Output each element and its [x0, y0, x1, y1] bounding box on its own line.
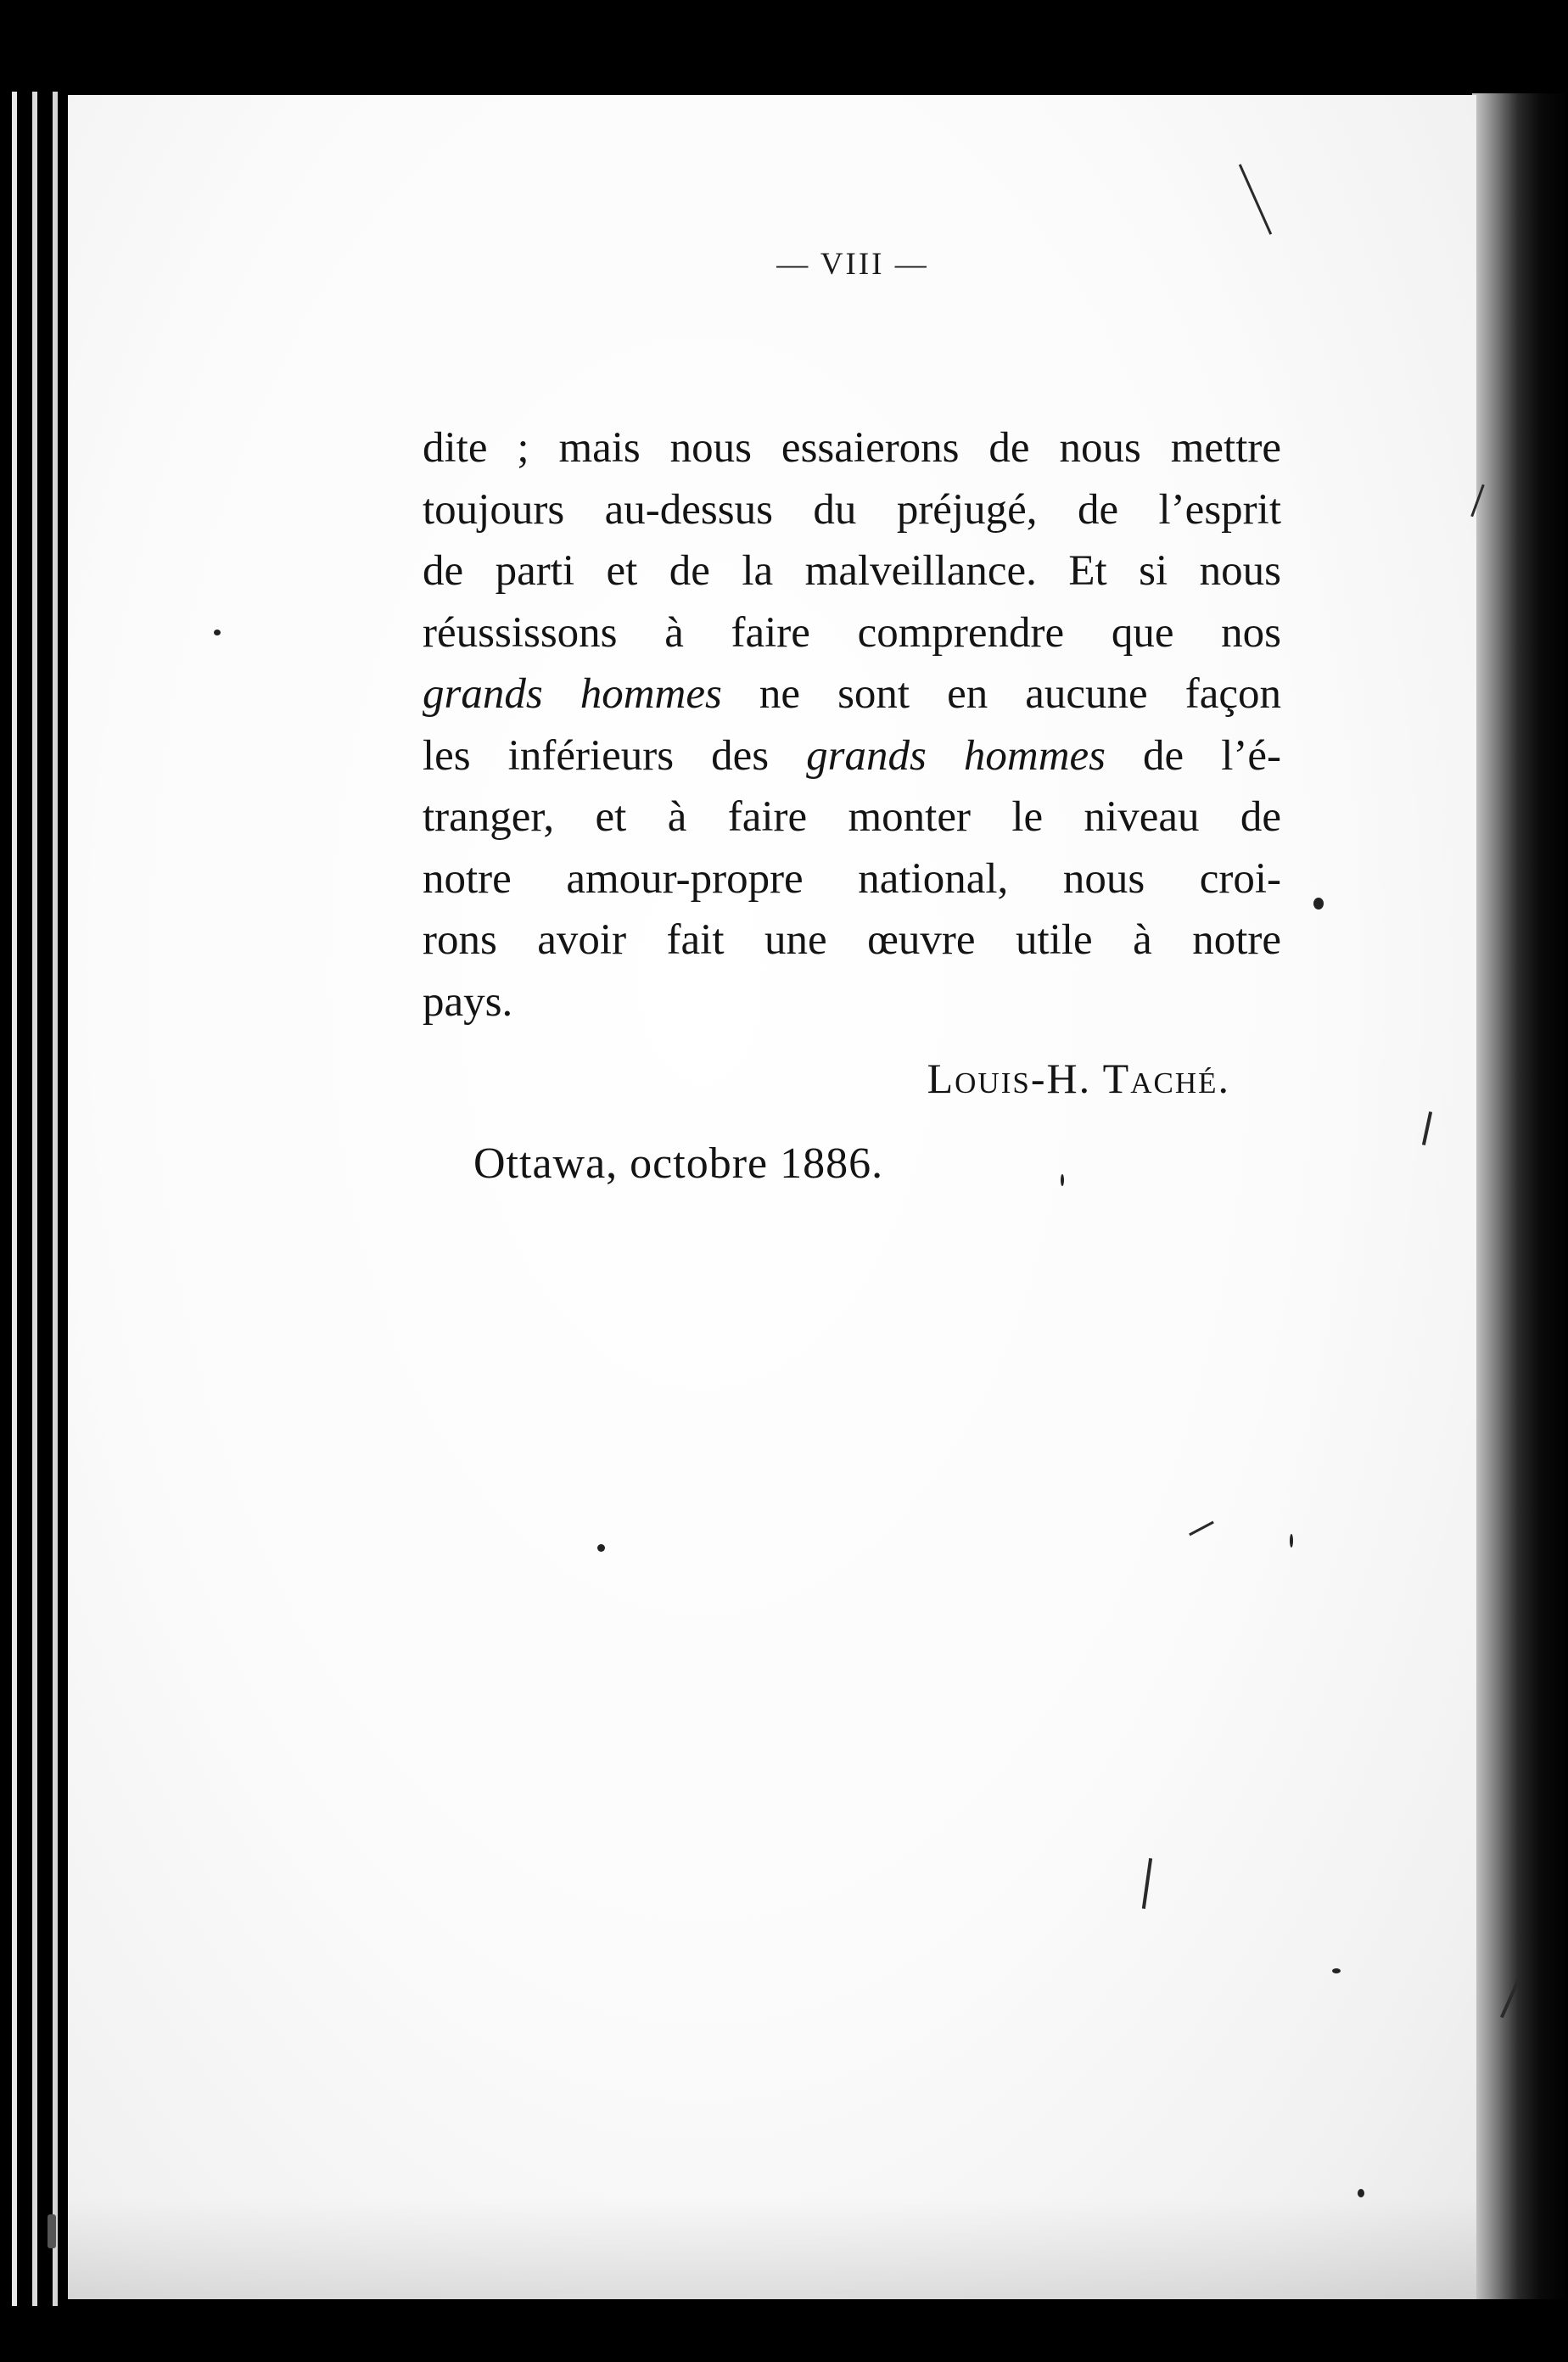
page-edge — [53, 92, 58, 2306]
text-line — [423, 910, 1281, 971]
page-edge — [32, 92, 37, 2306]
scan-speck — [1290, 1534, 1293, 1548]
text-segment: de parti et de la malveillance. Et si nous — [423, 547, 1281, 595]
book-gutter — [1472, 93, 1568, 2299]
text-segment: dite ; mais nous essaierons de nous mettre — [423, 424, 1281, 472]
author-signature: Louis-H. Taché. — [927, 1055, 1230, 1102]
text-segment: réussissons à faire comprendre que nos — [423, 608, 1281, 657]
text-segment: notre amour-propre national, nous croi- — [423, 854, 1281, 903]
text-line — [423, 602, 1281, 664]
text-line — [423, 663, 1281, 725]
scan-speck — [1061, 1174, 1064, 1186]
text-line — [423, 540, 1281, 602]
text-segment: rons avoir fait une œuvre utile à notre — [423, 916, 1281, 964]
scan-speck — [597, 1544, 605, 1552]
text-segment: les inférieurs des — [423, 731, 807, 780]
italic-text: grands hommes — [806, 731, 1106, 780]
text-line — [423, 479, 1281, 541]
text-line — [423, 786, 1281, 848]
text-segment: de l’é- — [1106, 731, 1281, 780]
place-and-date: Ottawa, octobre 1886. — [473, 1139, 884, 1188]
page-edge — [12, 92, 17, 2306]
text-line — [423, 971, 1281, 1033]
scan-speck — [214, 630, 221, 635]
text-segment: toujours au-dessus du préjugé, de l’esprit — [423, 485, 1281, 534]
scan-speck — [48, 2214, 56, 2248]
body-text — [423, 417, 1281, 1033]
scan-speck — [1358, 2189, 1364, 2197]
text-line — [423, 417, 1281, 479]
scan-speck — [1313, 898, 1324, 910]
text-line — [423, 725, 1281, 787]
page-number: — VIII — — [776, 247, 929, 282]
scan-speck — [1332, 1968, 1341, 1973]
text-segment: pays. — [423, 977, 513, 1026]
italic-text: grands hommes — [423, 670, 722, 718]
text-segment: tranger, et à faire monter le niveau de — [423, 793, 1281, 841]
text-line — [423, 848, 1281, 910]
text-segment: ne sont en aucune façon — [721, 670, 1281, 718]
